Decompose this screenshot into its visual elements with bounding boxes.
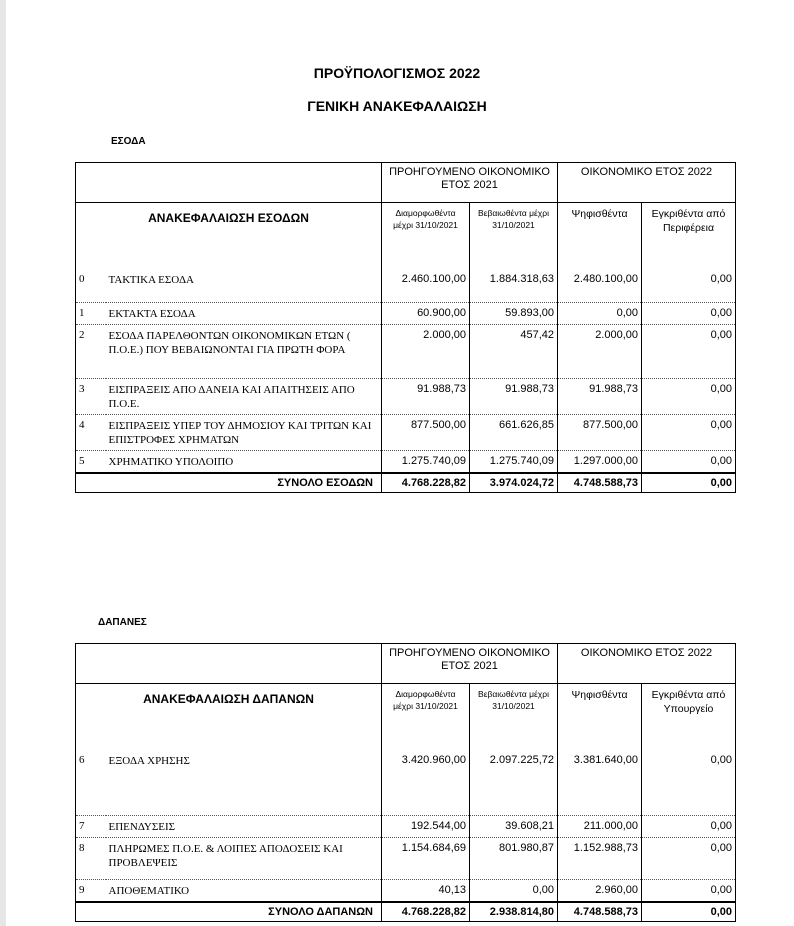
table-row: [76, 269, 736, 303]
row-code: 1: [76, 303, 106, 325]
row-value-voted: 3.381.640,00: [558, 750, 642, 816]
row-description: ΕΣΟΔΑ ΠΑΡΕΛΘΟΝΤΩΝ ΟΙΚΟΝΟΜΙΚΩΝ ΕΤΩΝ ( Π.Ο.Ε.) ΠΟΥ ΒΕΒΑΙΩΝΟΝΤΑΙ ΓΙΑ ΠΡΩΤΗ ΦΟΡΑ: [106, 325, 382, 379]
revenue-total-label: ΣΥΝΟΛΟ ΕΣΟΔΩΝ: [76, 473, 382, 493]
page-edge-shade: [0, 0, 6, 926]
expenses-total-row: [76, 902, 736, 922]
expenses-total-v3: 4.748.588,73: [558, 902, 642, 922]
row-description: ΑΠΟΘΕΜΑΤΙΚΟ: [106, 880, 382, 902]
table-row: [76, 750, 736, 816]
table-row: [76, 880, 736, 902]
table-row: [76, 838, 736, 880]
revenue-heading: ΑΝΑΚΕΦΑΛΑΙΩΣΗ ΕΣΟΔΩΝ: [76, 203, 382, 269]
row-code: 9: [76, 880, 106, 902]
row-value-certified: 59.893,00: [470, 303, 558, 325]
expenses-section-label: ΔΑΠΑΝΕΣ: [98, 617, 147, 628]
row-value-certified: 801.980,87: [470, 838, 558, 880]
row-description: ΕΙΣΠΡΑΞΕΙΣ ΥΠΕΡ ΤΟΥ ΔΗΜΟΣΙΟΥ ΚΑΙ ΤΡΙΤΩΝ ΚΑΙ ΕΠΙΣΤΡΟΦΕΣ ΧΡΗΜΑΤΩΝ: [106, 415, 382, 451]
revenue-group-prev-year: ΠΡΟΗΓΟΥΜΕΝΟ ΟΙΚΟΝΟΜΙΚΟ ΕΤΟΣ 2021: [382, 163, 558, 203]
row-value-formed: 60.900,00: [382, 303, 470, 325]
revenue-total-v4: 0,00: [642, 473, 736, 493]
expenses-col-formed: Διαμορφωθέντα μέχρι 31/10/2021: [382, 684, 470, 750]
row-value-certified: 2.097.225,72: [470, 750, 558, 816]
row-value-formed: 91.988,73: [382, 379, 470, 415]
row-description: ΧΡΗΜΑΤΙΚΟ ΥΠΟΛΟΙΠΟ: [106, 451, 382, 473]
row-code: 7: [76, 816, 106, 838]
row-value-certified: 91.988,73: [470, 379, 558, 415]
row-value-approved: 0,00: [642, 303, 736, 325]
row-value-approved: 0,00: [642, 325, 736, 379]
table-row: [76, 415, 736, 451]
expenses-total-label: ΣΥΝΟΛΟ ΔΑΠΑΝΩΝ: [76, 902, 382, 922]
row-value-voted: 0,00: [558, 303, 642, 325]
row-value-formed: 2.000,00: [382, 325, 470, 379]
revenue-col-certified: Βεβαιωθέντα μέχρι 31/10/2021: [470, 203, 558, 269]
table-row: [76, 379, 736, 415]
row-value-certified: 1.275.740,09: [470, 451, 558, 473]
revenue-col-formed: Διαμορφωθέντα μέχρι 31/10/2021: [382, 203, 470, 269]
row-code: 4: [76, 415, 106, 451]
row-description: ΕΞΟΔΑ ΧΡΗΣΗΣ: [106, 750, 382, 816]
row-value-formed: 1.154.684,69: [382, 838, 470, 880]
revenue-col-voted: Ψηφισθέντα: [558, 203, 642, 269]
row-value-approved: 0,00: [642, 816, 736, 838]
row-code: 8: [76, 838, 106, 880]
expenses-group-current-year: ΟΙΚΟΝΟΜΙΚΟ ΕΤΟΣ 2022: [558, 644, 736, 684]
row-value-certified: 0,00: [470, 880, 558, 902]
row-value-certified: 457,42: [470, 325, 558, 379]
row-description: ΕΠΕΝΔΥΣΕΙΣ: [106, 816, 382, 838]
expenses-table: [75, 643, 736, 922]
row-value-approved: 0,00: [642, 379, 736, 415]
row-description: ΕΚΤΑΚΤΑ ΕΣΟΔΑ: [106, 303, 382, 325]
row-value-formed: 3.420.960,00: [382, 750, 470, 816]
revenue-total-v1: 4.768.228,82: [382, 473, 470, 493]
page-subtitle: ΓΕΝΙΚΗ ΑΝΑΚΕΦΑΛΑΙΩΣΗ: [307, 98, 487, 114]
row-value-voted: 2.960,00: [558, 880, 642, 902]
row-value-formed: 192.544,00: [382, 816, 470, 838]
row-value-approved: 0,00: [642, 451, 736, 473]
row-value-voted: 877.500,00: [558, 415, 642, 451]
revenue-total-row: [76, 473, 736, 493]
revenue-table: [75, 162, 736, 493]
expenses-total-v4: 0,00: [642, 902, 736, 922]
row-value-approved: 0,00: [642, 838, 736, 880]
revenue-total-v2: 3.974.024,72: [470, 473, 558, 493]
row-value-certified: 661.626,85: [470, 415, 558, 451]
row-code: 5: [76, 451, 106, 473]
revenue-total-v3: 4.748.588,73: [558, 473, 642, 493]
row-value-approved: 0,00: [642, 269, 736, 303]
row-value-approved: 0,00: [642, 880, 736, 902]
page-title: ΠΡΟΫΠΟΛΟΓΙΣΜΟΣ 2022: [313, 65, 481, 81]
row-value-approved: 0,00: [642, 415, 736, 451]
table-row: [76, 816, 736, 838]
row-code: 0: [76, 269, 106, 303]
table-row: [76, 451, 736, 473]
row-value-voted: 211.000,00: [558, 816, 642, 838]
expenses-col-voted: Ψηφισθέντα: [558, 684, 642, 750]
row-value-formed: 1.275.740,09: [382, 451, 470, 473]
expenses-col-approved: Εγκριθέντα από Υπουργείο: [642, 684, 736, 750]
row-value-formed: 40,13: [382, 880, 470, 902]
table-row: [76, 303, 736, 325]
expenses-total-v2: 2.938.814,80: [470, 902, 558, 922]
revenue-col-approved: Εγκριθέντα από Περιφέρεια: [642, 203, 736, 269]
row-description: ΠΛΗΡΩΜΕΣ Π.Ο.Ε. & ΛΟΙΠΕΣ ΑΠΟΔΟΣΕΙΣ ΚΑΙ ΠΡΟΒΛΕΨΕΙΣ: [106, 838, 382, 880]
row-code: 3: [76, 379, 106, 415]
expenses-header-blank: [76, 644, 382, 684]
expenses-col-certified: Βεβαιωθέντα μέχρι 31/10/2021: [470, 684, 558, 750]
row-value-voted: 1.152.988,73: [558, 838, 642, 880]
expenses-heading: ΑΝΑΚΕΦΑΛΑΙΩΣΗ ΔΑΠΑΝΩΝ: [76, 684, 382, 750]
row-description: ΤΑΚΤΙΚΑ ΕΣΟΔΑ: [106, 269, 382, 303]
revenue-header-blank: [76, 163, 382, 203]
row-value-voted: 1.297.000,00: [558, 451, 642, 473]
revenue-group-current-year: ΟΙΚΟΝΟΜΙΚΟ ΕΤΟΣ 2022: [558, 163, 736, 203]
row-value-voted: 2.000,00: [558, 325, 642, 379]
row-value-voted: 91.988,73: [558, 379, 642, 415]
revenue-section-label: ΕΣΟΔΑ: [111, 136, 146, 147]
row-value-certified: 1.884.318,63: [470, 269, 558, 303]
row-value-certified: 39.608,21: [470, 816, 558, 838]
expenses-total-v1: 4.768.228,82: [382, 902, 470, 922]
revenue-rows: [76, 269, 736, 473]
row-code: 6: [76, 750, 106, 816]
table-row: [76, 325, 736, 379]
row-value-formed: 877.500,00: [382, 415, 470, 451]
row-value-approved: 0,00: [642, 750, 736, 816]
expenses-rows: [76, 750, 736, 902]
row-value-voted: 2.480.100,00: [558, 269, 642, 303]
row-description: ΕΙΣΠΡΑΞΕΙΣ ΑΠΟ ΔΑΝΕΙΑ ΚΑΙ ΑΠΑΙΤΗΣΕΙΣ ΑΠΟ Π.Ο.Ε.: [106, 379, 382, 415]
row-value-formed: 2.460.100,00: [382, 269, 470, 303]
row-code: 2: [76, 325, 106, 379]
expenses-group-prev-year: ΠΡΟΗΓΟΥΜΕΝΟ ΟΙΚΟΝΟΜΙΚΟ ΕΤΟΣ 2021: [382, 644, 558, 684]
